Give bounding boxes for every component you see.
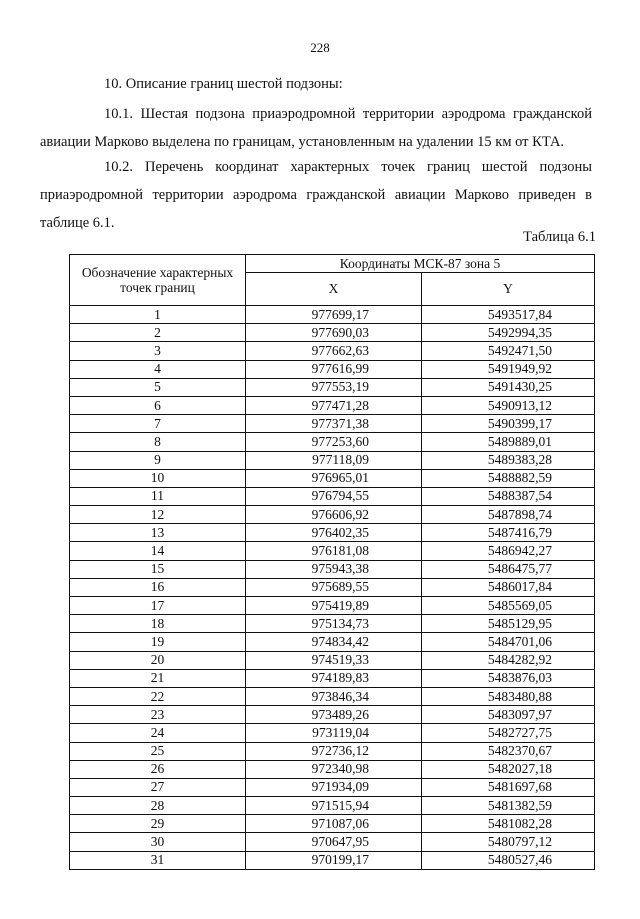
coord-x: 977471,28 bbox=[246, 396, 422, 414]
table-row bbox=[70, 524, 595, 542]
paragraph-10-2-line1: 10.2. Перечень координат характерных точек границ шестой подзоны bbox=[104, 159, 592, 175]
point-number: 9 bbox=[70, 451, 246, 469]
coord-y: 5493517,84 bbox=[422, 306, 595, 324]
table-row bbox=[70, 324, 595, 342]
coord-x: 976181,08 bbox=[246, 542, 422, 560]
coord-x: 976965,01 bbox=[246, 469, 422, 487]
coord-x: 973119,04 bbox=[246, 724, 422, 742]
point-number: 25 bbox=[70, 742, 246, 760]
coord-y: 5491430,25 bbox=[422, 378, 595, 396]
coord-x: 977616,99 bbox=[246, 360, 422, 378]
coord-y: 5486017,84 bbox=[422, 578, 595, 596]
coord-y: 5490399,17 bbox=[422, 415, 595, 433]
table-row bbox=[70, 597, 595, 615]
coord-x: 974519,33 bbox=[246, 651, 422, 669]
table-row bbox=[70, 669, 595, 687]
table-row bbox=[70, 415, 595, 433]
coord-x: 975943,38 bbox=[246, 560, 422, 578]
coord-x: 977253,60 bbox=[246, 433, 422, 451]
point-number: 27 bbox=[70, 778, 246, 796]
table-body bbox=[70, 306, 595, 870]
coord-x: 977118,09 bbox=[246, 451, 422, 469]
point-number: 21 bbox=[70, 669, 246, 687]
table-row bbox=[70, 833, 595, 851]
table-row bbox=[70, 724, 595, 742]
paragraph-10-2-line2: приаэродромной территории аэродрома гражданской авиации Марково приведен в bbox=[40, 187, 592, 203]
coord-y: 5481382,59 bbox=[422, 797, 595, 815]
point-number: 13 bbox=[70, 524, 246, 542]
table-row bbox=[70, 615, 595, 633]
point-number: 14 bbox=[70, 542, 246, 560]
table-row bbox=[70, 651, 595, 669]
point-number: 1 bbox=[70, 306, 246, 324]
page-number: 228 bbox=[310, 40, 330, 55]
coord-y: 5492994,35 bbox=[422, 324, 595, 342]
table-row bbox=[70, 451, 595, 469]
paragraph-10-2 bbox=[40, 153, 592, 237]
coord-y: 5489889,01 bbox=[422, 433, 595, 451]
table-row bbox=[70, 578, 595, 596]
header-y: Y bbox=[422, 273, 595, 306]
coord-y: 5482370,67 bbox=[422, 742, 595, 760]
point-number: 28 bbox=[70, 797, 246, 815]
coord-y: 5486942,27 bbox=[422, 542, 595, 560]
coord-y: 5484701,06 bbox=[422, 633, 595, 651]
coord-x: 972736,12 bbox=[246, 742, 422, 760]
table-row bbox=[70, 378, 595, 396]
coord-y: 5481697,68 bbox=[422, 778, 595, 796]
point-number: 12 bbox=[70, 506, 246, 524]
paragraph-10-2-line3: таблице 6.1. bbox=[40, 215, 115, 231]
header-designation: Обозначение характерных точек границ bbox=[70, 255, 246, 306]
point-number: 24 bbox=[70, 724, 246, 742]
table-row bbox=[70, 778, 595, 796]
coord-x: 976402,35 bbox=[246, 524, 422, 542]
coord-y: 5480797,12 bbox=[422, 833, 595, 851]
point-number: 2 bbox=[70, 324, 246, 342]
header-coordinates: Координаты МСК-87 зона 5 bbox=[246, 255, 595, 273]
coord-x: 977553,19 bbox=[246, 378, 422, 396]
coord-x: 971515,94 bbox=[246, 797, 422, 815]
point-number: 30 bbox=[70, 833, 246, 851]
point-number: 20 bbox=[70, 651, 246, 669]
point-number: 22 bbox=[70, 687, 246, 705]
coord-y: 5490913,12 bbox=[422, 396, 595, 414]
coord-y: 5487898,74 bbox=[422, 506, 595, 524]
coord-y: 5491949,92 bbox=[422, 360, 595, 378]
table-row bbox=[70, 396, 595, 414]
coord-x: 977371,38 bbox=[246, 415, 422, 433]
point-number: 10 bbox=[70, 469, 246, 487]
section-title: 10. Описание границ шестой подзоны: bbox=[104, 76, 343, 92]
coord-x: 976794,55 bbox=[246, 487, 422, 505]
coord-y: 5483876,03 bbox=[422, 669, 595, 687]
table-row bbox=[70, 560, 595, 578]
coord-y: 5482027,18 bbox=[422, 760, 595, 778]
coord-y: 5488387,54 bbox=[422, 487, 595, 505]
coord-y: 5485569,05 bbox=[422, 597, 595, 615]
coord-x: 977690,03 bbox=[246, 324, 422, 342]
table-row bbox=[70, 851, 595, 869]
point-number: 19 bbox=[70, 633, 246, 651]
table-row bbox=[70, 706, 595, 724]
header-x: X bbox=[246, 273, 422, 306]
table-row bbox=[70, 487, 595, 505]
paragraph-10-1 bbox=[40, 100, 592, 156]
coord-x: 974834,42 bbox=[246, 633, 422, 651]
coord-x: 977699,17 bbox=[246, 306, 422, 324]
coord-y: 5487416,79 bbox=[422, 524, 595, 542]
coord-x: 977662,63 bbox=[246, 342, 422, 360]
point-number: 8 bbox=[70, 433, 246, 451]
point-number: 31 bbox=[70, 851, 246, 869]
table-caption: Таблица 6.1 bbox=[523, 229, 596, 245]
coord-x: 971934,09 bbox=[246, 778, 422, 796]
coord-y: 5488882,59 bbox=[422, 469, 595, 487]
table-row bbox=[70, 760, 595, 778]
point-number: 18 bbox=[70, 615, 246, 633]
coord-y: 5485129,95 bbox=[422, 615, 595, 633]
coord-y: 5481082,28 bbox=[422, 815, 595, 833]
point-number: 3 bbox=[70, 342, 246, 360]
point-number: 5 bbox=[70, 378, 246, 396]
coord-y: 5483097,97 bbox=[422, 706, 595, 724]
table-row bbox=[70, 687, 595, 705]
coord-x: 973489,26 bbox=[246, 706, 422, 724]
coord-y: 5480527,46 bbox=[422, 851, 595, 869]
coord-y: 5482727,75 bbox=[422, 724, 595, 742]
paragraph-10-1-line2: авиации Марково выделена по границам, установленным на удалении 15 км от КТА. bbox=[40, 134, 565, 150]
point-number: 7 bbox=[70, 415, 246, 433]
point-number: 23 bbox=[70, 706, 246, 724]
table-row bbox=[70, 342, 595, 360]
coord-x: 973846,34 bbox=[246, 687, 422, 705]
table-row bbox=[70, 433, 595, 451]
coord-y: 5492471,50 bbox=[422, 342, 595, 360]
point-number: 29 bbox=[70, 815, 246, 833]
point-number: 16 bbox=[70, 578, 246, 596]
point-number: 4 bbox=[70, 360, 246, 378]
table-row bbox=[70, 815, 595, 833]
coord-x: 970647,95 bbox=[246, 833, 422, 851]
coord-x: 975134,73 bbox=[246, 615, 422, 633]
table-row bbox=[70, 506, 595, 524]
point-number: 17 bbox=[70, 597, 246, 615]
table-row bbox=[70, 633, 595, 651]
coord-x: 974189,83 bbox=[246, 669, 422, 687]
coord-x: 975419,89 bbox=[246, 597, 422, 615]
table-row bbox=[70, 469, 595, 487]
coordinates-table bbox=[69, 254, 595, 870]
coord-y: 5489383,28 bbox=[422, 451, 595, 469]
coord-x: 970199,17 bbox=[246, 851, 422, 869]
point-number: 26 bbox=[70, 760, 246, 778]
paragraph-10-1-line1: 10.1. Шестая подзона приаэродромной территории аэродрома гражданской bbox=[104, 106, 592, 122]
coord-y: 5483480,88 bbox=[422, 687, 595, 705]
point-number: 6 bbox=[70, 396, 246, 414]
table-row bbox=[70, 542, 595, 560]
table-row bbox=[70, 360, 595, 378]
coord-x: 976606,92 bbox=[246, 506, 422, 524]
point-number: 15 bbox=[70, 560, 246, 578]
table-row bbox=[70, 742, 595, 760]
coord-y: 5486475,77 bbox=[422, 560, 595, 578]
coord-x: 971087,06 bbox=[246, 815, 422, 833]
coord-x: 972340,98 bbox=[246, 760, 422, 778]
coord-x: 975689,55 bbox=[246, 578, 422, 596]
point-number: 11 bbox=[70, 487, 246, 505]
table-row bbox=[70, 797, 595, 815]
table-row bbox=[70, 306, 595, 324]
coord-y: 5484282,92 bbox=[422, 651, 595, 669]
